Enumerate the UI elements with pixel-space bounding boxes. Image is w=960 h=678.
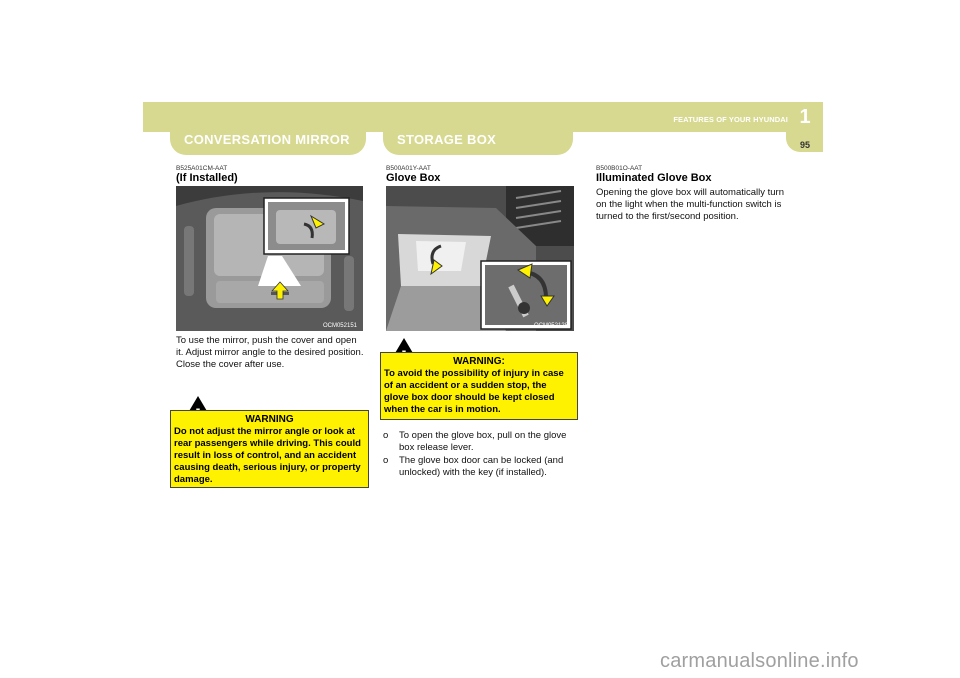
mirror-illustration (176, 186, 363, 331)
middle-warning-text: To avoid the possibility of injury in case of an accident or a sudden stop, the glove box door should be kept closed when the car is in motion. (384, 368, 564, 415)
left-subtitle: (If Installed) (176, 172, 238, 184)
glovebox-photo (386, 186, 574, 331)
page-number: 95 (799, 140, 810, 150)
left-warning-heading: WARNING (245, 414, 294, 425)
glovebox-photo-code: OCM052128 (533, 323, 568, 329)
right-subtitle: Illuminated Glove Box (596, 172, 712, 184)
middle-subtitle: Glove Box (386, 172, 441, 184)
left-code: B525A01CM-AAT (176, 165, 228, 172)
glovebox-instructions (383, 430, 576, 480)
left-warning-box (170, 410, 369, 488)
mirror-photo-code: OCM052151 (322, 323, 357, 329)
middle-warning-box (380, 352, 578, 420)
middle-warning-heading: WARNING: (453, 356, 505, 367)
left-body: To use the mirror, push the cover and open it. Adjust mirror angle to the desired position. Close the cover after use. (176, 335, 364, 370)
chapter-number: 1 (799, 106, 811, 128)
instruction-item: o The glove box door can be locked (and unlocked) with the key (if installed). (383, 455, 576, 479)
watermark: carmanualsonline.info (660, 650, 859, 672)
instruction-item: o To open the glove box, pull on the glove box release lever. (383, 430, 576, 454)
chapter-label: FEATURES OF YOUR HYUNDAI (673, 115, 788, 124)
section-title-conversation-mirror: CONVERSATION MIRROR (170, 127, 366, 155)
section-title-storage-box: STORAGE BOX (383, 127, 573, 155)
right-body: Opening the glove box will automatically turn on the light when the multi-function switch is turned to the first/second position. (596, 187, 784, 222)
right-code: B500B01O-AAT (596, 165, 643, 172)
mirror-photo (176, 186, 363, 331)
glovebox-illustration (386, 186, 574, 331)
middle-code: B500A01Y-AAT (386, 165, 431, 172)
left-warning-text: Do not adjust the mirror angle or look at rear passengers while driving. This could result in loss of control, and an accident causing death, serious injury, or property damage. (174, 426, 361, 485)
